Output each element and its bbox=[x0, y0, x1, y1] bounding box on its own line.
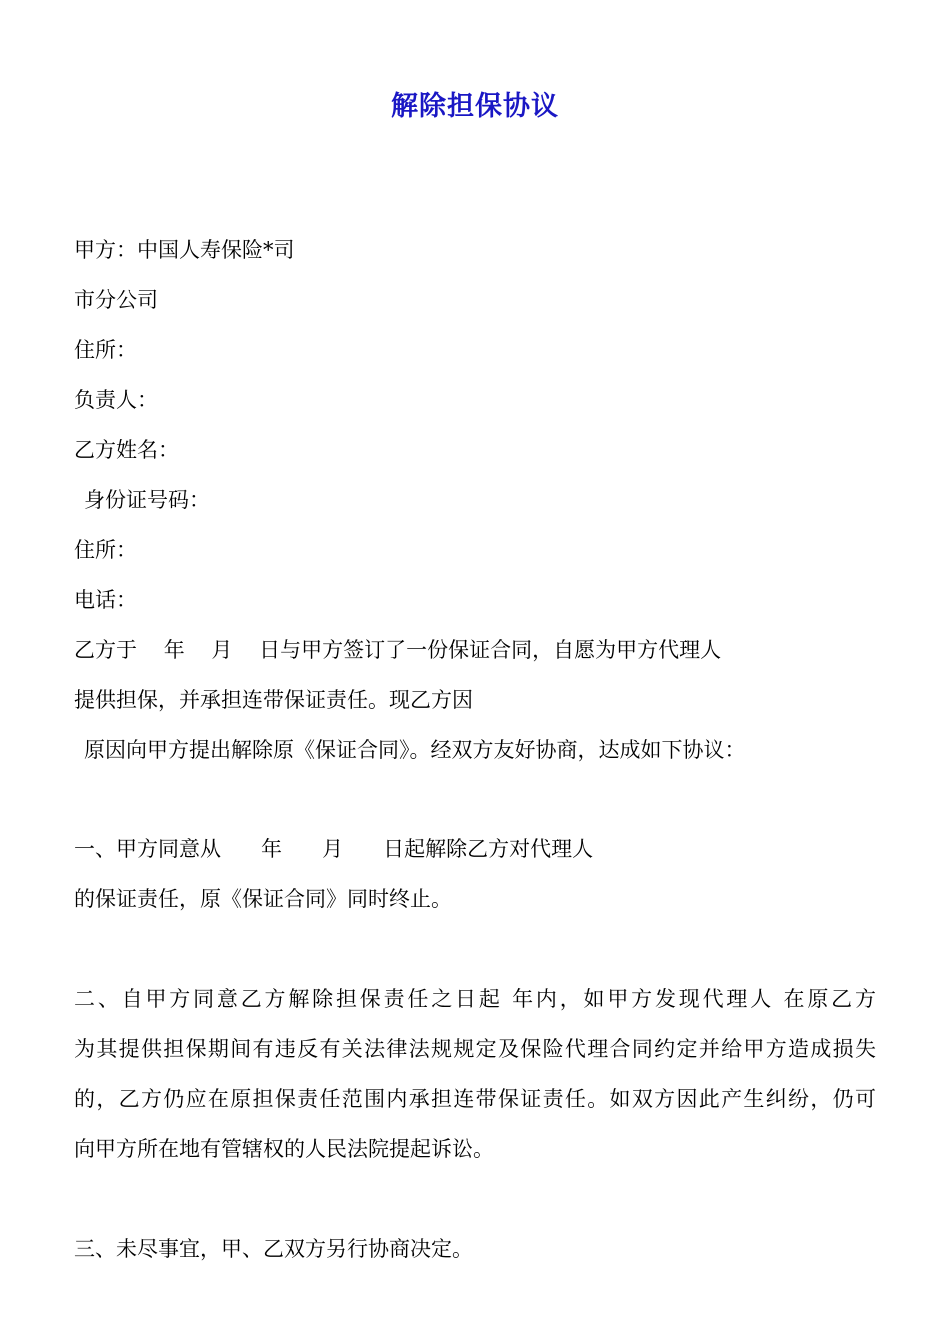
party-b-address: 住所： bbox=[74, 538, 137, 562]
party-b-phone: 电话： bbox=[74, 588, 137, 612]
party-b-id-number: 身份证号码： bbox=[84, 488, 210, 512]
party-a-address: 住所： bbox=[74, 338, 137, 362]
party-b-name: 乙方姓名： bbox=[74, 438, 179, 462]
party-a-name: 甲方：中国人寿保险*司 bbox=[74, 238, 295, 262]
party-a-responsible-person: 负责人： bbox=[74, 388, 158, 412]
preamble-line-2: 提供担保，并承担连带保证责任。现乙方因 bbox=[74, 688, 473, 712]
document-title: 解除担保协议 bbox=[391, 91, 559, 122]
clause-2-line-1: 二、自甲方同意乙方解除担保责任之日起 年内，如甲方发现代理人 在原乙方 bbox=[74, 987, 876, 1011]
clause-3-line-1: 三、未尽事宜，甲、乙双方另行协商决定。 bbox=[74, 1237, 473, 1261]
clause-2-line-4: 向甲方所在地有管辖权的人民法院提起诉讼。 bbox=[74, 1137, 494, 1161]
preamble-line-3: 原因向甲方提出解除原《保证合同》。经双方友好协商，达成如下协议： bbox=[84, 738, 746, 762]
clause-1-line-2: 的保证责任，原《保证合同》同时终止。 bbox=[74, 887, 452, 911]
preamble-line-1: 乙方于 年 月 日与甲方签订了一份保证合同，自愿为甲方代理人 bbox=[74, 638, 722, 662]
clause-2-line-3: 的，乙方仍应在原担保责任范围内承担连带保证责任。如双方因此产生纠纷，仍可 bbox=[74, 1087, 876, 1111]
clause-1-line-1: 一、甲方同意从 年 月 日起解除乙方对代理人 bbox=[74, 837, 594, 861]
party-a-branch: 市分公司 bbox=[74, 288, 158, 312]
clause-2-line-2: 为其提供担保期间有违反有关法律法规规定及保险代理合同约定并给甲方造成损失 bbox=[74, 1037, 876, 1061]
